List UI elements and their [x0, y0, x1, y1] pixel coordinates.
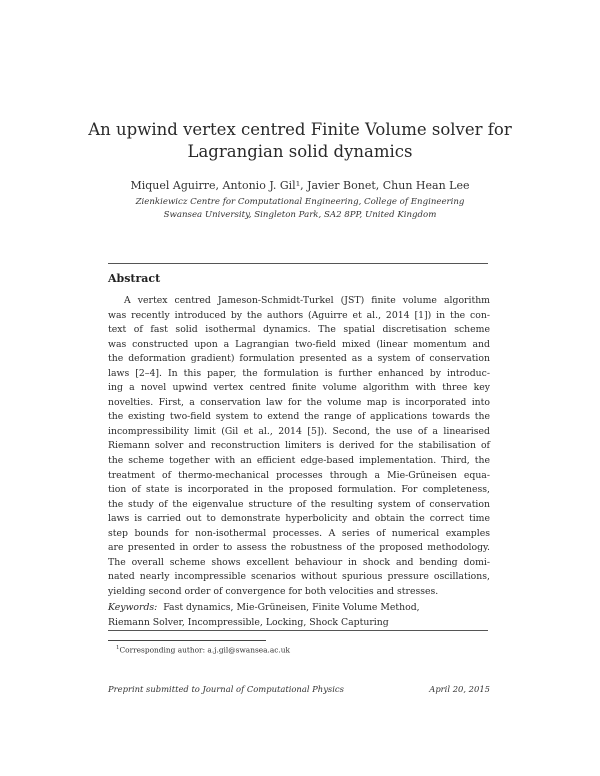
abstract-bottom-rule: [108, 630, 488, 631]
footnote-text: Corresponding author: a.j.gil@swansea.ac.uk: [119, 645, 291, 655]
keywords-line-1: Fast dynamics, Mie-Grüneisen, Finite Volume Method,: [163, 602, 420, 613]
affiliation-line-2: Swansea University, Singleton Park, SA2 8PP, United Kingdom: [163, 210, 437, 220]
abstract-line: the scheme together with an efficient edge-based implementation. Third, the: [108, 455, 490, 467]
keywords-label: Keywords:: [108, 602, 158, 613]
keywords-line-2: Riemann Solver, Incompressible, Locking, Shock Capturing: [108, 617, 389, 628]
abstract-line: treatment of thermo-mechanical processes through a Mie-Grüneisen equa-: [108, 469, 490, 481]
footnote-rule: [108, 640, 266, 641]
abstract-line: tion of state is incorporated in the proposed formulation. For completeness,: [108, 484, 490, 496]
abstract-top-rule: [108, 263, 488, 264]
abstract-line: A vertex centred Jameson-Schmidt-Turkel (JST) finite volume algorithm: [124, 295, 490, 306]
abstract-heading: Abstract: [108, 272, 161, 285]
abstract-line: text of fast solid isothermal dynamics. The spatial discretisation scheme: [108, 324, 490, 336]
abstract-line: laws is carried out to demonstrate hyperbolicity and obtain the correct time: [108, 513, 490, 525]
abstract-line: was constructed upon a Lagrangian two-field mixed (linear momentum and: [108, 338, 490, 350]
preprint-note: Preprint submitted to Journal of Computational Physics: [108, 684, 344, 694]
abstract-line: nated nearly incompressible scenarios without spurious pressure oscillations,: [108, 571, 490, 583]
affiliation-line-1: Zienkiewicz Centre for Computational Engineering, College of Engineering: [135, 197, 465, 207]
abstract-line: incompressibility limit (Gil et al., 2014 [5]). Second, the use of a linearised: [108, 425, 490, 437]
abstract-line: Riemann solver and reconstruction limiters is derived for the stabilisation of: [108, 440, 490, 452]
paper-title: [80, 119, 520, 163]
keywords: [108, 600, 490, 630]
abstract-line: yielding second order of convergence for both velocities and stresses.: [108, 585, 439, 597]
abstract-line: was recently introduced by the authors (Aguirre et al., 2014 [1]) in the con-: [108, 309, 490, 321]
abstract-line: the deformation gradient) formulation presented as a system of conservation: [108, 353, 490, 365]
abstract-line: ing a novel upwind vertex centred finite volume algorithm with three key: [108, 382, 490, 394]
affiliation: [60, 196, 540, 222]
title-line-1: An upwind vertex centred Finite Volume solver for: [88, 120, 512, 139]
submission-date: April 20, 2015: [429, 684, 490, 694]
abstract-line: step bounds for non-isothermal processes. A series of numerical examples: [108, 527, 490, 539]
abstract-line: The overall scheme shows excellent behaviour in shock and bending domi-: [108, 556, 490, 568]
author-list: Miquel Aguirre, Antonio J. Gil¹, Javier Bonet, Chun Hean Lee: [130, 179, 470, 192]
footnote-mark: 1: [116, 645, 120, 651]
abstract-line: novelties. First, a conservation law for the volume map is incorporated into: [108, 396, 490, 408]
abstract-line: are presented in order to assess the robustness of the proposed methodology.: [108, 542, 490, 554]
abstract-line: the study of the eigenvalue structure of the resulting system of conservation: [108, 498, 490, 510]
title-line-2: Lagrangian solid dynamics: [187, 142, 413, 161]
abstract-line: the existing two-field system to extend the range of applications towards the: [108, 411, 490, 423]
abstract-line: laws [2–4]. In this paper, the formulation is further enhanced by introduc-: [108, 367, 490, 379]
footnote: [116, 645, 290, 654]
abstract-body: [108, 294, 490, 599]
